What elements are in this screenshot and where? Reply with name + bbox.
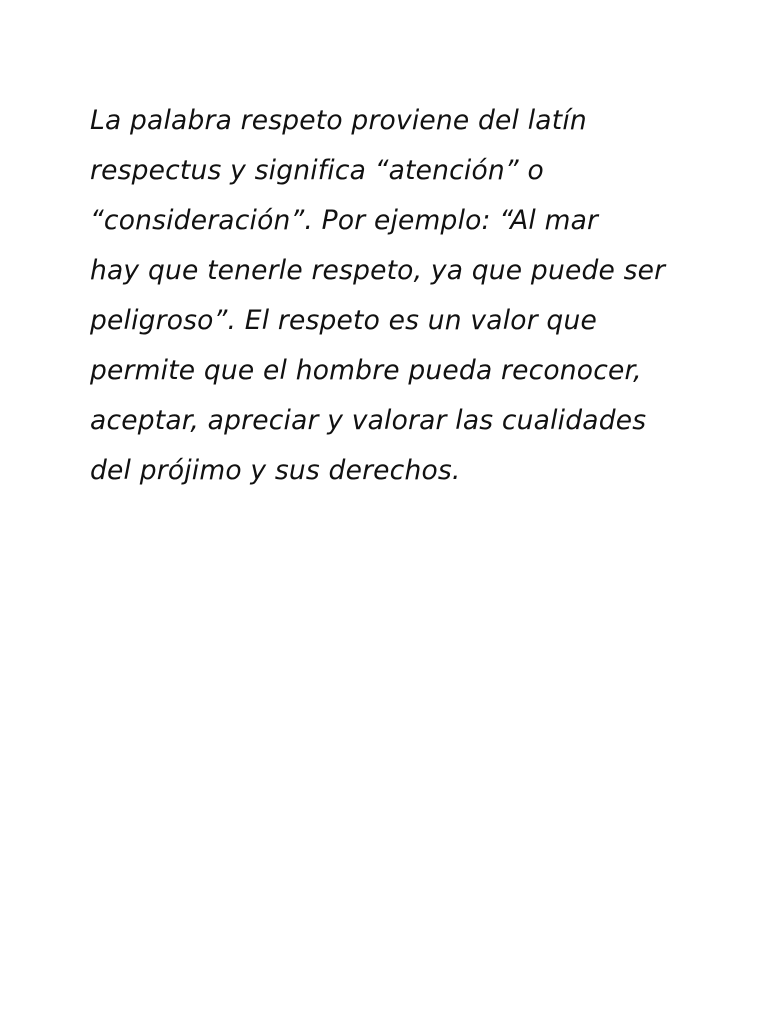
paragraph-line: hay que tenerle respeto, ya que puede ser: [90, 255, 666, 286]
paragraph-line: del prójimo y sus derechos.: [90, 455, 461, 486]
paragraph-line: peligroso”. El respeto es un valor que: [90, 305, 597, 336]
paragraph-line: aceptar, apreciar y valorar las cualidades: [90, 405, 647, 436]
paragraph-line: respectus y significa “atención” o: [90, 155, 544, 186]
paragraph-line: “consideración”. Por ejemplo: “Al mar: [90, 205, 599, 236]
paragraph-line: La palabra respeto proviene del latín: [90, 105, 587, 136]
body-paragraph: [90, 96, 710, 496]
paragraph-line: permite que el hombre pueda reconocer,: [90, 355, 642, 386]
